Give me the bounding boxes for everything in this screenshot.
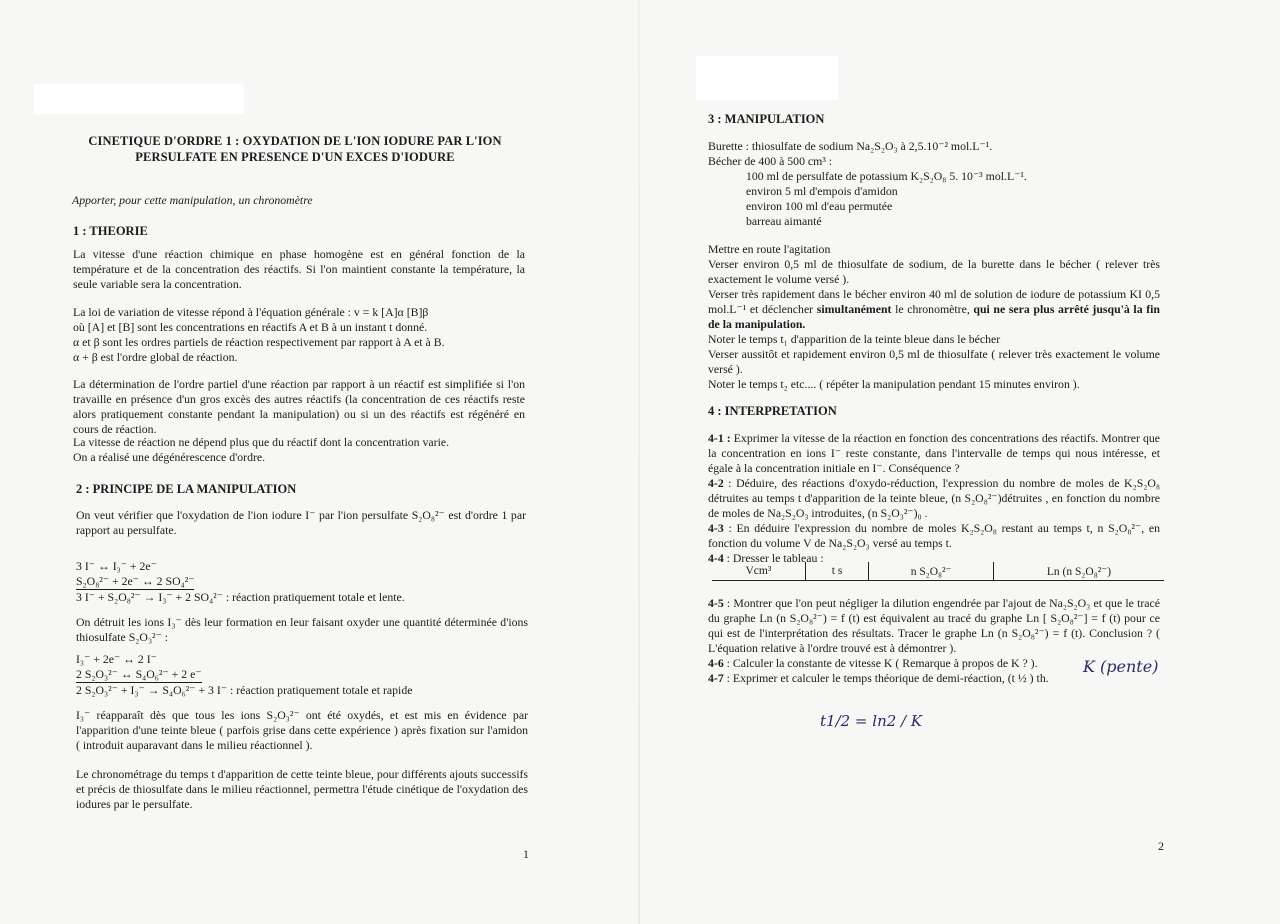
emphasis: simultanément	[816, 302, 892, 316]
question-text: Exprimer la vitesse de la réaction en fonction des concentrations des réactifs. Montrer que la concentration en ions I⁻ reste constante, dans l'intervalle de temps qui nous intéresse, et égale à la concentration initiale en I⁻. Conséquence ?	[708, 431, 1160, 475]
equation-line: 2 S₂O₃²⁻ ↔ S₄O₆²⁻ + 2 e⁻	[76, 667, 202, 681]
question-4-2	[708, 476, 1160, 521]
question-4-5	[708, 596, 1160, 656]
list-item: barreau aimanté	[746, 214, 822, 228]
question-4-1	[708, 431, 1160, 476]
text-line: où [A] et [B] sont les concentrations en réactifs A et B à un instant t donné.	[73, 320, 428, 334]
table-header-cell: n S₂O₈²⁻	[869, 562, 994, 581]
title-line: PERSULFATE EN PRESENCE D'UN EXCES D'IODURE	[135, 150, 455, 164]
paragraph: I₃⁻ réapparaît dès que tous les ions S₂O₃²⁻ ont été oxydés, et est mis en évidence par l'apparition d'une teinte bleue ( parfois grise dans cette expérience ) après fixation sur l'amidon ( introduit auparavant dans le milieu réactionnel ).	[76, 708, 528, 752]
text-run: le chronomètre,	[891, 302, 974, 316]
paragraph-rate-law	[73, 305, 533, 365]
procedure	[708, 242, 1160, 392]
question-text: : Dresser le tableau :	[723, 551, 824, 565]
question-text: : Calculer la constante de vitesse K ( Remarque à propos de K ? ).	[723, 656, 1038, 670]
section-heading-manipulation: 3 : MANIPULATION	[708, 112, 825, 126]
text-line: α et β sont les ordres partiels de réaction respectivement par rapport à A et à B.	[73, 335, 445, 349]
page-number: 1	[523, 847, 529, 861]
equation-line: 3 I⁻ ↔ I₃⁻ + 2e⁻	[76, 559, 157, 573]
equation-line: 3 I⁻ + S₂O₈²⁻ → I₃⁻ + 2 SO₄²⁻ : réaction pratiquement totale et lente.	[76, 590, 405, 604]
paragraph: On détruit les ions I₃⁻ dès leur formation en leur faisant oxyder une quantité déterminée d'ions thiosulfate S₂O₃²⁻ :	[76, 615, 528, 644]
document-title	[70, 133, 520, 165]
becher-contents	[708, 169, 1168, 229]
table-header-cell: t s	[805, 562, 869, 581]
paragraph	[73, 435, 533, 465]
table-header-cell: Ln (n S₂O₈²⁻)	[993, 562, 1164, 581]
equation-line: S₂O₈²⁻ + 2e⁻ ↔ 2 SO₄²⁻	[76, 574, 195, 588]
paragraph: Le chronométrage du temps t d'apparition de cette teinte bleue, pour différents ajouts successifs et précis de thiosulfate dans le milieu réactionnel, permettra l'étude cinétique de l'oxydation des iodures par le persulfate.	[76, 767, 528, 811]
text-line: La vitesse de réaction ne dépend plus que du réactif dont la concentration varie.	[73, 435, 450, 449]
section-heading-theorie: 1 : THEORIE	[73, 224, 148, 238]
paragraph: On veut vérifier que l'oxydation de l'ion iodure I⁻ par l'ion persulfate S₂O₈²⁻ est d'ordre 1 par rapport au persulfate.	[76, 508, 526, 537]
question-label: 4-4	[708, 551, 724, 565]
section-heading-principe: 2 : PRINCIPE DE LA MANIPULATION	[76, 482, 297, 496]
procedure-step: Verser aussitôt et rapidement environ 0,5 ml de thiosulfate ( relever très exactement le volume versé ).	[708, 347, 1160, 376]
results-table	[712, 562, 1164, 581]
question-label: 4-5	[708, 596, 724, 610]
paragraph: La vitesse d'une réaction chimique en phase homogène est en général fonction de la température et de la concentration des réactifs. Si l'on maintient constante la température, la seule variable sera la concentration.	[73, 247, 525, 291]
question-label: 4-7	[708, 671, 724, 685]
page-number: 2	[1158, 839, 1164, 853]
emphasis: qui ne sera plus arrêté jusqu'à la fin de la manipulation	[708, 302, 1160, 331]
procedure-step: Mettre en route l'agitation	[708, 242, 831, 256]
table-header-row	[712, 562, 1164, 581]
procedure-step: Noter le temps t₁ d'apparition de la teinte bleue dans le bécher	[708, 332, 1001, 346]
procedure-step: Verser environ 0,5 ml de thiosulfate de sodium, de la burette dans le bécher ( relever très exactement le volume versé ).	[708, 257, 1160, 286]
text-line: Burette : thiosulfate de sodium Na₂S₂O₃ à 2,5.10⁻² mol.L⁻¹.	[708, 139, 993, 153]
question-text: : En déduire l'expression du nombre de moles K₂S₂O₈ restant au temps t, n S₂O₈²⁻, en fonction du volume V de Na₂S₂O₃ versé au temps t.	[708, 521, 1160, 550]
paragraph: La détermination de l'ordre partiel d'une réaction par rapport à un réactif est simplifiée si l'on travaille en présence d'un gros excès des autres réactifs (la concentration de ces réactifs reste alors pratiquement constante pendant la manipulation) ou si un des réactifs est régénéré en cours de réaction.	[73, 377, 525, 436]
table-header-cell: Vcm³	[712, 562, 805, 581]
text-line: On a réalisé une dégénérescence d'ordre.	[73, 450, 266, 464]
materials-list	[708, 139, 1168, 229]
text-line: Bécher de 400 à 500 cm³ :	[708, 154, 833, 168]
period: .	[802, 317, 806, 331]
handwritten-formula: t1/2 = ln2 / K	[820, 712, 923, 730]
procedure-step: Noter le temps t₂ etc.... ( répéter la manipulation pendant 15 minutes environ ).	[708, 377, 1080, 391]
text-run: Verser très rapidement dans le bécher environ 40 ml de solution de iodure de potassium KI 0,5 mol.L⁻¹ et déclencher	[708, 287, 1160, 316]
intro-note: Apporter, pour cette manipulation, un chronomètre	[72, 193, 313, 207]
list-item: environ 5 ml d'empois d'amidon	[746, 184, 898, 198]
list-item: 100 ml de persulfate de potassium K₂S₂O₈ 5. 10⁻³ mol.L⁻¹.	[746, 169, 1027, 183]
question-text: : Déduire, des réactions d'oxydo-réduction, l'expression du nombre de moles de K₂S₂O₈ détruites au temps t d'apparition de la teinte bleue, (n S₂O₈²⁻)détruites , en fonction du nombre de moles de Na₂S₂O₃ introduites, (n S₂O₃²⁻)₀ .	[708, 476, 1160, 520]
question-label: 4-2	[708, 476, 724, 490]
question-label: 4-1 :	[708, 431, 731, 445]
list-item: environ 100 ml d'eau permutée	[746, 199, 893, 213]
question-4-3	[708, 521, 1160, 551]
question-text: : Exprimer et calculer le temps théorique de demi-réaction, (t ½ ) th.	[723, 671, 1049, 685]
equation-line: 2 S₂O₃²⁻ + I₃⁻ → S₄O₆²⁻ + 3 I⁻ : réaction pratiquement totale et rapide	[76, 683, 413, 697]
equation-block	[76, 652, 536, 698]
equation-block	[76, 559, 536, 605]
question-label: 4-3	[708, 521, 724, 535]
section-heading-interpretation: 4 : INTERPRETATION	[708, 404, 837, 418]
equation-line: I₃⁻ + 2e⁻ ↔ 2 I⁻	[76, 652, 157, 666]
text-line: α + β est l'ordre global de réaction.	[73, 350, 238, 364]
procedure-step	[708, 287, 1160, 332]
page-2	[640, 0, 1280, 924]
handwritten-note: K (pente)	[1083, 657, 1159, 676]
question-text: : Montrer que l'on peut négliger la dilution engendrée par l'ajout de Na₂S₂O₃ et que le tracé du graphe Ln (n S₂O₈²⁻) = f (t) est équivalent au tracé du graphe Ln [ S₂O₈²⁻] = f (t) pour ce qui est de l'interprétation des résultats. Tracer le graphe Ln (n S₂O₈²⁻) = f (t). Conclusion ? ( L'équation relative à l'ordre trouvé est à démontrer ).	[708, 596, 1160, 655]
title-line: CINETIQUE D'ORDRE 1 : OXYDATION DE L'ION IODURE PAR L'ION	[88, 134, 502, 148]
question-label: 4-6	[708, 656, 724, 670]
questions	[708, 431, 1160, 566]
text-line: La loi de variation de vitesse répond à l'équation générale : v = k [A]α [B]β	[73, 305, 429, 319]
